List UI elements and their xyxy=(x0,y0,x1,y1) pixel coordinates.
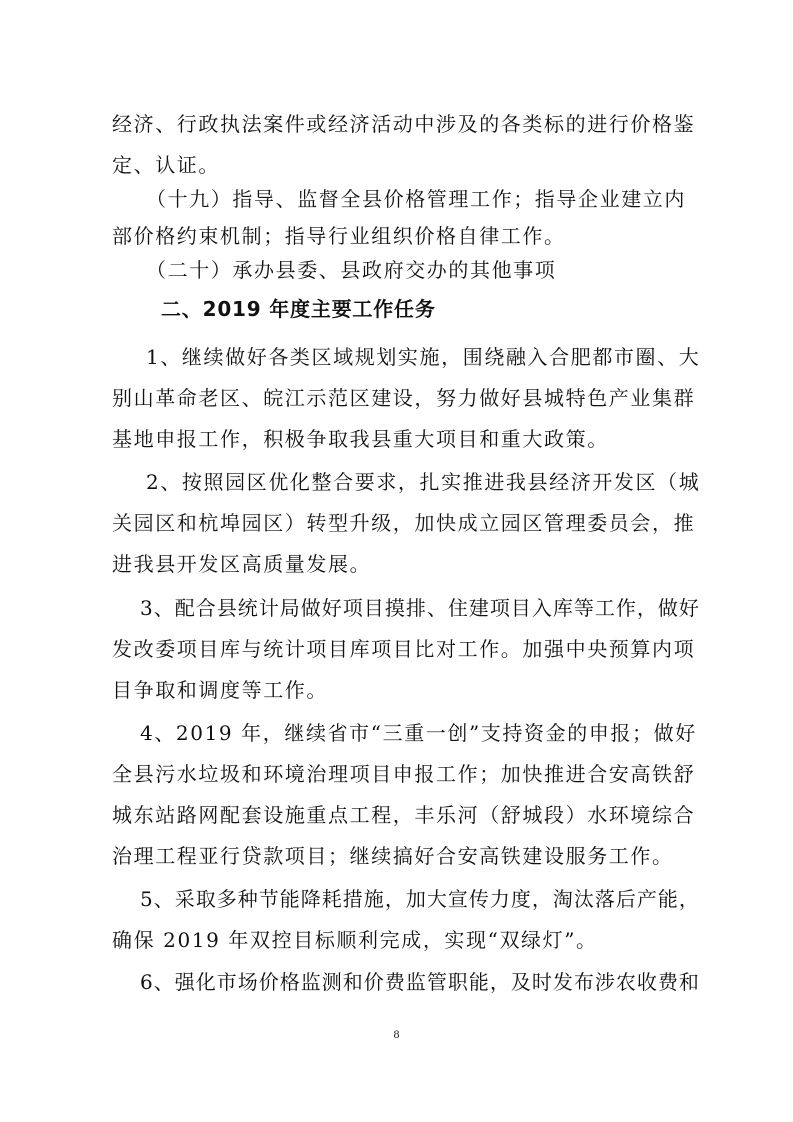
section-heading: 二、2019 年度主要工作任务 xyxy=(161,297,436,321)
text-line: 全县污水垃圾和环境治理项目申报工作；加快推进合安高铁舒 xyxy=(112,762,696,786)
text-line: 4、2019 年，继续省市“三重一创”支持资金的申报；做好 xyxy=(140,721,697,745)
text-line: 别山革命老区、皖江示范区建设，努力做好县城特色产业集群 xyxy=(112,386,696,410)
text-line: 6、强化市场价格监测和价费监管职能，及时发布涉农收费和 xyxy=(140,970,700,994)
text-line: （十九）指导、监督全县价格管理工作；指导企业建立内 xyxy=(146,187,686,211)
text-line: 进我县开发区高质量发展。 xyxy=(112,552,372,576)
text-line: 确保 2019 年双控目标顺利完成，实现“双绿灯”。 xyxy=(112,928,598,952)
text-line: 基地申报工作，积极争取我县重大项目和重大政策。 xyxy=(112,427,609,451)
text-line: 关园区和杭埠园区）转型升级，加快成立园区管理委员会，推 xyxy=(112,511,696,535)
text-line: 5、采取多种节能降耗措施，加大宣传力度，淘汰落后产能， xyxy=(140,887,700,911)
text-line: 1、继续做好各类区域规划实施，围绕融入合肥都市圈、大 xyxy=(146,345,701,369)
text-line: 经济、行政执法案件或经济活动中涉及的各类标的进行价格鉴 xyxy=(112,112,696,136)
text-line: 发改委项目库与统计项目库项目比对工作。加强中央预算内项 xyxy=(112,637,696,661)
text-line: 3、配合县统计局做好项目摸排、住建项目入库等工作，做好 xyxy=(140,596,700,620)
text-line: 治理工程亚行贷款项目；继续搞好合安高铁建设服务工作。 xyxy=(112,844,674,868)
page-number: 8 xyxy=(393,1027,400,1041)
text-line: （二十）承办县委、县政府交办的其他事项 xyxy=(146,258,557,282)
text-line: 目争取和调度等工作。 xyxy=(112,678,328,702)
text-line: 2、按照园区优化整合要求，扎实推进我县经济开发区（城 xyxy=(146,470,701,494)
text-line: 部价格约束机制；指导行业组织价格自律工作。 xyxy=(112,224,566,248)
text-line: 定、认证。 xyxy=(112,153,220,177)
text-line: 城东站路网配套设施重点工程，丰乐河（舒城段）水环境综合 xyxy=(112,803,696,827)
